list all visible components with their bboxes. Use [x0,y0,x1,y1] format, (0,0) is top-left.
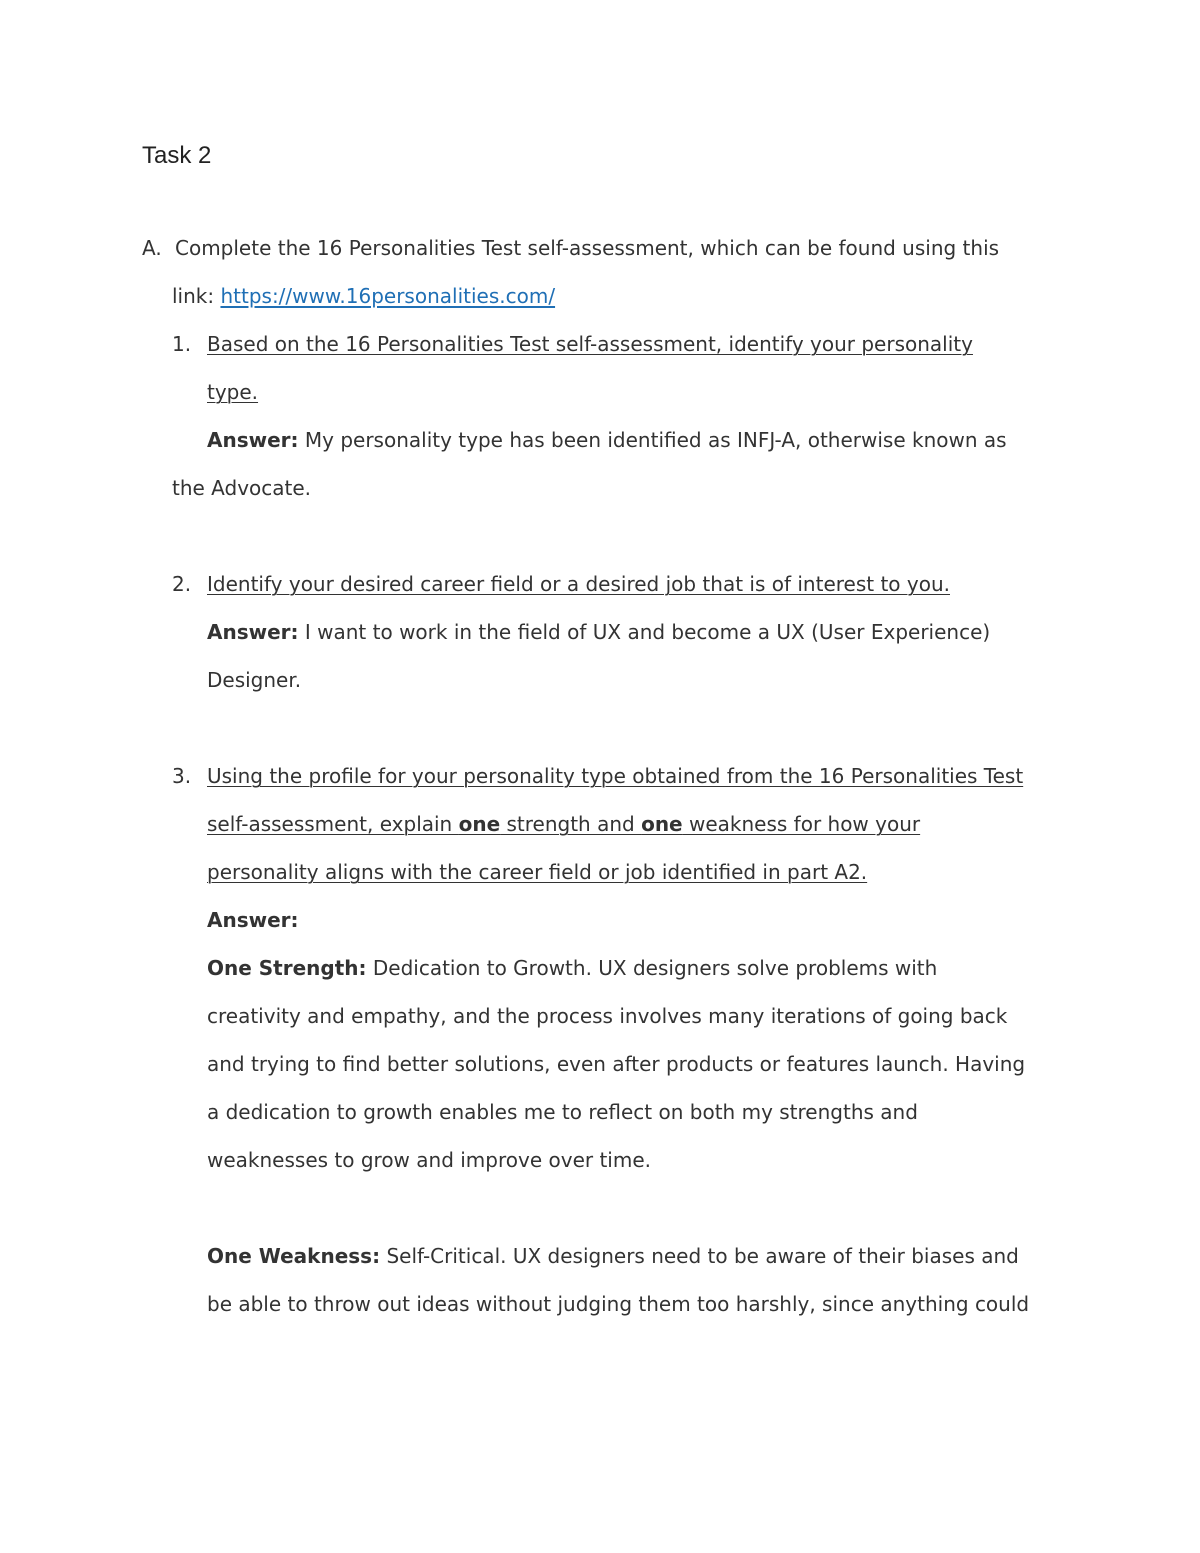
item2-answer-line2: Designer. [207,668,302,692]
item3-answer-label: Answer: [207,908,299,932]
item1-prompt-line2: type. [207,380,259,404]
item3-prompt-line2 [207,810,920,838]
section-a-line1: Complete the 16 Personalities Test self-assessment, which can be found using this [175,236,1000,260]
weakness-line1 [207,1242,1019,1270]
strength-line2: creativity and empathy, and the process involves many iterations of going back [207,1004,1008,1028]
item2-answer-text1: I want to work in the field of UX and become a UX (User Experience) [298,620,991,644]
section-a-link-line [172,282,555,310]
item1-answer-line1 [207,426,1007,454]
strength-text1: Dedication to Growth. UX designers solve problems with [366,956,938,980]
item3-prompt-bold-one-1: one [458,812,501,836]
item2-answer-line1 [207,618,990,646]
weakness-line2: be able to throw out ideas without judging them too harshly, since anything could [207,1292,1030,1316]
weakness-label: One Weakness: [207,1244,381,1268]
strength-label: One Strength: [207,956,367,980]
item1-answer-label: Answer: [207,428,299,452]
item3-prompt-bold-one-2: one [641,812,683,836]
strength-line1 [207,954,937,982]
item2-marker: 2. [172,572,192,596]
item1-marker: 1. [172,332,192,356]
item1-answer-text1: My personality type has been identified as INFJ-A, otherwise known as [298,428,1007,452]
item2-prompt-line1: Identify your desired career field or a desired job that is of interest to you. [207,572,950,596]
page-title: Task 2 [142,142,212,169]
item3-prompt-line1: Using the profile for your personality type obtained from the 16 Personalities Test [207,764,1024,788]
strength-line5: weaknesses to grow and improve over time. [207,1148,652,1172]
item3-prompt-line2-c: weakness for how your [682,812,921,836]
item3-prompt-line3: personality aligns with the career field or job identified in part A2. [207,860,868,884]
item3-answer-label-line [207,906,299,934]
strength-line3: and trying to find better solutions, even after products or features launch. Having [207,1052,1026,1076]
personalities-link[interactable]: https://www.16personalities.com/ [220,284,556,308]
strength-line4: a dedication to growth enables me to reflect on both my strengths and [207,1100,918,1124]
item3-prompt-line2-a: self-assessment, explain [207,812,459,836]
item3-marker: 3. [172,764,192,788]
item1-prompt-line1: Based on the 16 Personalities Test self-assessment, identify your personality [207,332,973,356]
weakness-text1: Self-Critical. UX designers need to be aware of their biases and [380,1244,1019,1268]
section-a-link-prefix: link: [172,284,221,308]
item1-answer-line2: the Advocate. [172,476,312,500]
section-a-marker: A. [142,236,162,260]
item2-answer-label: Answer: [207,620,299,644]
item3-prompt-line2-b: strength and [500,812,642,836]
